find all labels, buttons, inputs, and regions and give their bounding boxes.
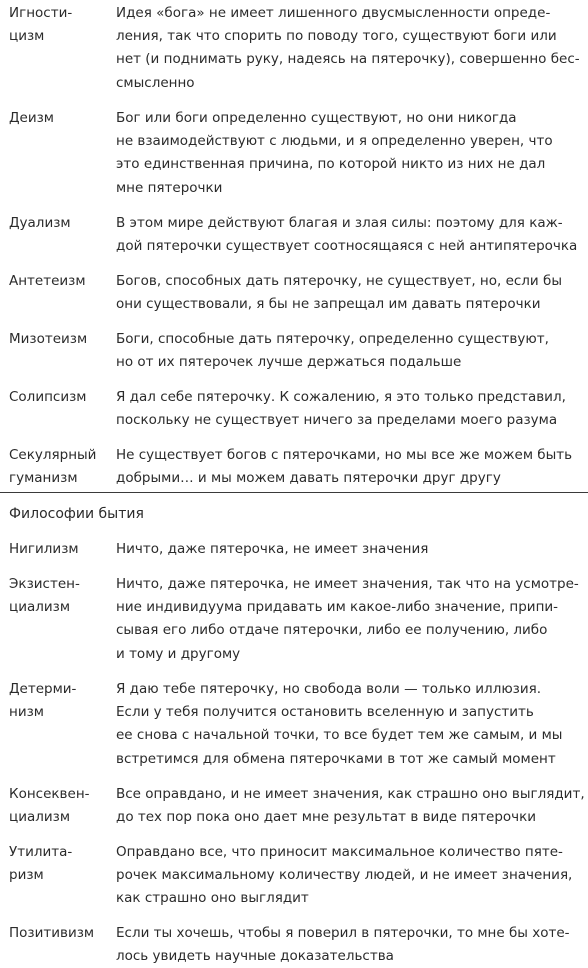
term-label: Секулярный гуманизм: [9, 447, 97, 487]
term-definition: Если ты хочешь, чтобы я поверил в пятерочки, то мне бы хоте- лось увидеть научные доказательства: [116, 925, 570, 965]
term-label: Экзистен- циализм: [9, 576, 80, 616]
term-definition: Идея «бога» не имеет лишенного двусмысленности опреде- ления, так что спорить по поводу того, существуют боги или нет (и поднимать руку, надеясь на пятерочку), совершенно бес- смысленно: [116, 5, 580, 91]
term-label: Антетеизм: [9, 273, 86, 289]
term-definition: В этом мире действуют благая и злая силы: поэтому для каж- дой пятерочки существует соотносящаяся с ней антипятерочка: [116, 215, 578, 255]
term-label: Консеквен- циализм: [9, 786, 90, 826]
term-definition: Бог или боги определенно существуют, но они никогда не взаимодействуют с людьми, и я определенно уверен, что это единственная причина, по которой никто из них не дал мне пятерочки: [116, 110, 553, 196]
term-definition: Я дал себе пятерочку. К сожалению, я это только представил, поскольку не существует ничего за пределами моего разума: [116, 389, 566, 429]
term-definition: Не существует богов с пятерочками, но мы все же можем быть добрыми… и мы можем давать пятерочки друг другу: [116, 447, 573, 487]
term-label: Детерми- низм: [9, 681, 77, 721]
term-label: Нигилизм: [9, 541, 79, 557]
term-definition: Все оправдано, и не имеет значения, как страшно оно выглядит, до тех пор пока оно дает мне результат в виде пятерочки: [116, 786, 585, 826]
term-definition: Оправдано все, что приносит максимальное количество пяте- рочек максимальному количеству людей, и не имеет значения, как страшно оно выглядит: [116, 844, 573, 907]
term-definition: Я даю тебе пятерочку, но свобода воли — только иллюзия. Если у тебя получится остановить вселенную и запустить ее снова с начальной точки, то все будет тем же самым, и мы встретимся для обмена пятерочками в тот же самый момент: [116, 681, 563, 767]
term-definition: Ничто, даже пятерочка, не имеет значения: [116, 541, 429, 557]
term-label: Позитивизм: [9, 925, 95, 941]
term-label: Игности- цизм: [9, 5, 73, 45]
term-label: Утилита- ризм: [9, 844, 73, 884]
term-label: Дуализм: [9, 215, 71, 231]
section-divider: [0, 492, 588, 493]
term-label: Деизм: [9, 110, 54, 126]
term-label: Солипсизм: [9, 389, 87, 405]
term-label: Мизотеизм: [9, 331, 88, 347]
term-definition: Ничто, даже пятерочка, не имеет значения, так что на усмотре- ние индивидуума придавать им какое-либо значение, припи- сывая его либо отдаче пятерочки, либо ее получению, либо и тому и другому: [116, 576, 579, 662]
term-definition: Боги, способные дать пятерочку, определенно существуют, но от их пятерочек лучше держаться подальше: [116, 331, 549, 371]
term-definition: Богов, способных дать пятерочку, не существует, но, если бы они существовали, я бы не запрещал им давать пятерочки: [116, 273, 562, 313]
section-title: Философии бытия: [9, 506, 144, 522]
